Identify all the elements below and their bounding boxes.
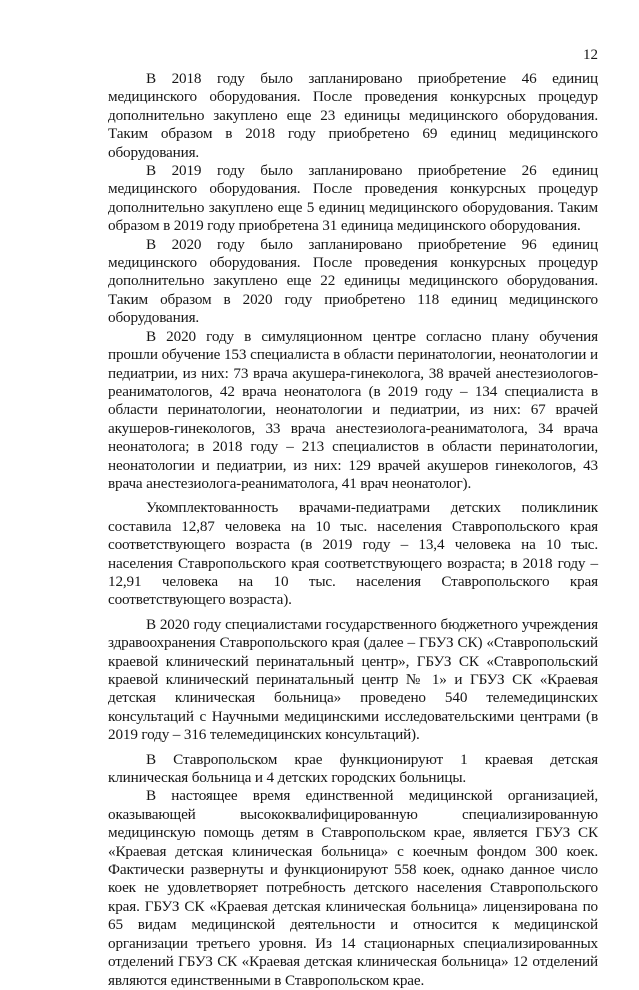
paragraph-equipment-2018: В 2018 году было запланировано приобретение 46 единиц медицинского оборудования. После проведения конкурсных процедур дополнительно закуплено еще 23 единицы медицинского оборудования. Таким образом в 2018 году приобретено 69 единиц медицинского оборудования. xyxy=(108,70,598,161)
paragraph-equipment-2019: В 2019 году было запланировано приобретение 26 единиц медицинского оборудования. После проведения конкурсных процедур дополнительно закуплено еще 5 единиц медицинского оборудования. Таким образом в 2019 году приобретена 31 единица медицинского оборудования. xyxy=(108,162,598,235)
page-number: 12 xyxy=(583,47,598,63)
paragraph-pediatricians: Укомплектованность врачами-педиатрами детских поликлиник составила 12,87 человека на 10 тыс. населения Ставропольского края соответствующего возраста (в 2019 году – 13,4 человека на 10 тыс. населения Ставропольского края соответствующего возраста; в 2018 году – 12,91 человека на 10 тыс. населения Ставропольского края соответствующего возраста). xyxy=(108,499,598,609)
paragraph-equipment-2020: В 2020 году было запланировано приобретение 96 единиц медицинского оборудования. После проведения конкурсных процедур дополнительно закуплено еще 22 единицы медицинского оборудования. Таким образом в 2020 году приобретено 118 единиц медицинского оборудования. xyxy=(108,235,598,327)
paragraph-telemedicine: В 2020 году специалистами государственного бюджетного учреждения здравоохранения Ставропольского края (далее – ГБУЗ СК) «Ставропольский краевой клинический перинатальный центр», ГБУЗ СК «Ставропольский краевой клинический перинатальный центр № 1» и ГБУЗ СК «Краевая детская клиническая больница» проведено 540 телемедицинских консультаций с Научными медицинскими исследовательскими центрами (в 2019 году – 316 телемедицинских консультаций). xyxy=(108,615,598,744)
paragraph-hospitals: В Ставропольском крае функционируют 1 краевая детская клиническая больница и 4 детских городских больницы. xyxy=(108,750,598,787)
paragraph-simulation-center: В 2020 году в симуляционном центре согласно плану обучения прошли обучение 153 специалиста в области перинатологии, неонатологии и педиатрии, из них: 73 врача акушера-гинеколога, 38 врачей анестезиологов-реаниматологов, 42 врача неонатолога (в 2019 году – 134 специалиста в области перинатологии, неонатологии и педиатрии, из них: 67 врачей акушеров-гинекологов, 33 врача анестезиолога-реаниматолога, 34 врача неонатолога; в 2018 году – 213 специалистов в области перинатологии, неонатологии и педиатрии, из них: 129 врачей акушеров гинекологов, 43 врача анестезиолога-реаниматолога, 41 врач неонатолог). xyxy=(108,327,598,492)
document-body xyxy=(108,70,598,990)
paragraph-regional-hospital: В настоящее время единственной медицинской организацией, оказывающей высококвалифицированную специализированную медицинскую помощь детям в Ставропольском крае, является ГБУЗ СК «Краевая детская клиническая больница» с коечным фондом 300 коек. Фактически развернуты и функционируют 558 коек, однако данное число коек не удовлетворяет потребность детского населения Ставропольского края. ГБУЗ СК «Краевая детская клиническая больница» лицензирована по 65 видам медицинской деятельности и относится к медицинской организации третьего уровня. Из 14 стационарных специализированных отделений ГБУЗ СК «Краевая детская клиническая больница» 12 отделений являются единственными в Ставропольском крае. xyxy=(108,787,598,989)
